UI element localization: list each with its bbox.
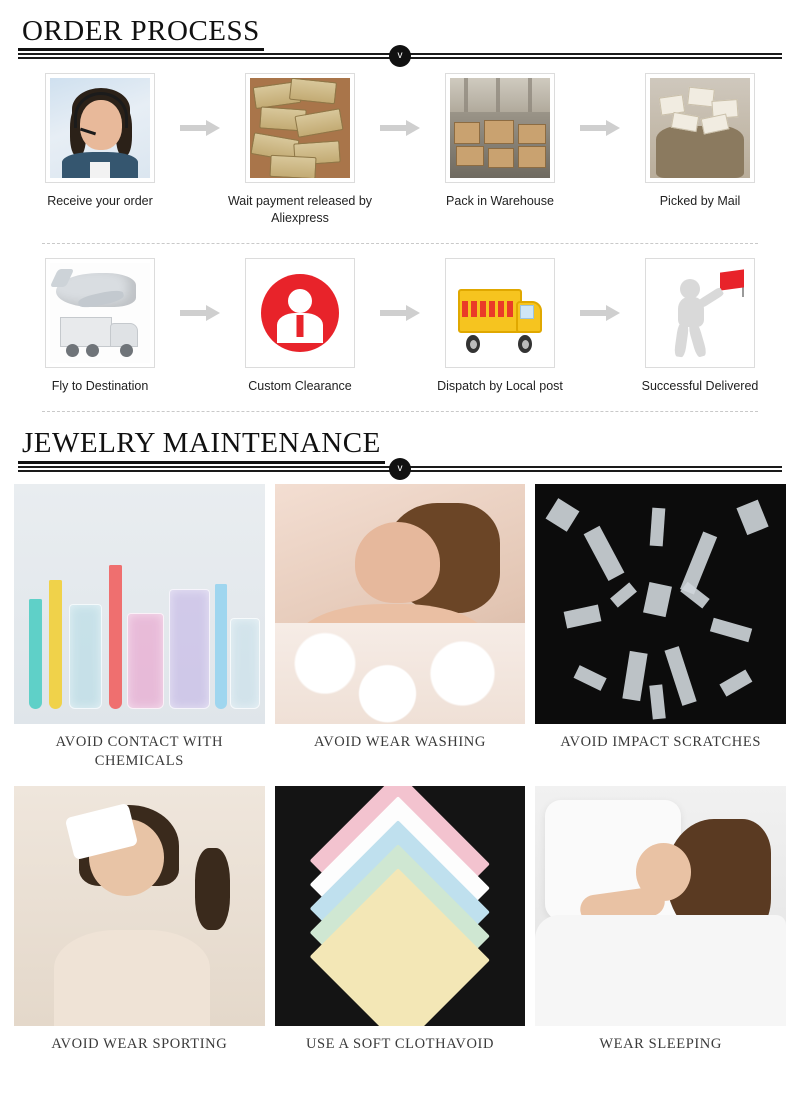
- customer-service-operator-photo: [45, 73, 155, 183]
- arrow-right-icon: [377, 73, 423, 183]
- maintenance-grid: [0, 472, 800, 1069]
- process-row-2: [14, 258, 786, 395]
- arrow-right-icon: [377, 258, 423, 368]
- maintenance-tip: [275, 786, 526, 1069]
- process-step-caption: Dispatch by Local post: [437, 379, 563, 394]
- row-divider: [42, 243, 758, 244]
- mail-packages-sack-photo: [645, 73, 755, 183]
- maintenance-tip: [14, 484, 265, 786]
- maintenance-tip-caption: AVOID IMPACT SCRATCHES: [560, 733, 761, 750]
- process-step: [424, 73, 576, 210]
- arrow-right-icon: [577, 258, 623, 368]
- order-process-divider: [18, 50, 782, 62]
- maintenance-tip-caption: AVOID WEAR WASHING: [314, 733, 486, 750]
- process-step: [424, 258, 576, 395]
- maintenance-tip-caption: USE A SOFT CLOTHAVOID: [305, 1035, 495, 1052]
- figure-with-red-flag-illustration: [645, 258, 755, 368]
- shattered-glass-photo: [535, 484, 786, 724]
- warehouse-boxes-photo: [445, 73, 555, 183]
- arrow-right-icon: [177, 73, 223, 183]
- arrow-right-icon: [177, 258, 223, 368]
- chevron-down-icon: v: [389, 458, 411, 480]
- process-step: [624, 258, 776, 395]
- yellow-delivery-truck-illustration: [445, 258, 555, 368]
- maintenance-tip: [535, 786, 786, 1069]
- process-step-caption: Fly to Destination: [51, 379, 149, 394]
- maintenance-tip: [535, 484, 786, 786]
- woman-in-bath-photo: [275, 484, 526, 724]
- maintenance-tip: [275, 484, 526, 786]
- section-bottom-divider: [42, 411, 758, 412]
- maintenance-tip: [14, 786, 265, 1069]
- order-process-body: [0, 59, 800, 412]
- customs-officer-red-badge-icon: [245, 258, 355, 368]
- maintenance-tip-caption: AVOID WEAR SPORTING: [51, 1035, 228, 1052]
- chevron-down-icon: v: [389, 45, 411, 67]
- process-step: [24, 73, 176, 210]
- page-title: ORDER PROCESS: [18, 16, 264, 51]
- process-step-caption: Receive your order: [47, 194, 153, 209]
- airplane-and-truck-illustration: [45, 258, 155, 368]
- maintenance-tip-caption: WEAR SLEEPING: [599, 1035, 722, 1052]
- section-title: JEWELRY MAINTENANCE: [18, 428, 385, 463]
- process-step: [224, 73, 376, 227]
- laboratory-chemical-bottles-photo: [14, 484, 265, 724]
- process-step-caption: Successful Delivered: [641, 379, 759, 394]
- process-step: [224, 258, 376, 395]
- process-step: [24, 258, 176, 395]
- maintenance-tip-caption: AVOID CONTACT WITH CHEMICALS: [55, 733, 224, 770]
- process-step-caption: Custom Clearance: [248, 379, 352, 394]
- arrow-right-icon: [577, 73, 623, 183]
- woman-wiping-sweat-photo: [14, 786, 265, 1026]
- process-row-1: [14, 73, 786, 227]
- process-step-caption: Wait payment released by Aliexpress: [227, 194, 373, 226]
- woman-sleeping-in-bed-photo: [535, 786, 786, 1026]
- stack-of-banknotes-photo: [245, 73, 355, 183]
- jewelry-maintenance-divider: [18, 462, 782, 474]
- order-process-header: [0, 15, 800, 62]
- process-step-caption: Picked by Mail: [659, 194, 741, 209]
- stacked-polishing-cloths-photo: [275, 786, 526, 1026]
- process-step-caption: Pack in Warehouse: [446, 194, 554, 209]
- process-step: [624, 73, 776, 210]
- jewelry-maintenance-header: [0, 427, 800, 474]
